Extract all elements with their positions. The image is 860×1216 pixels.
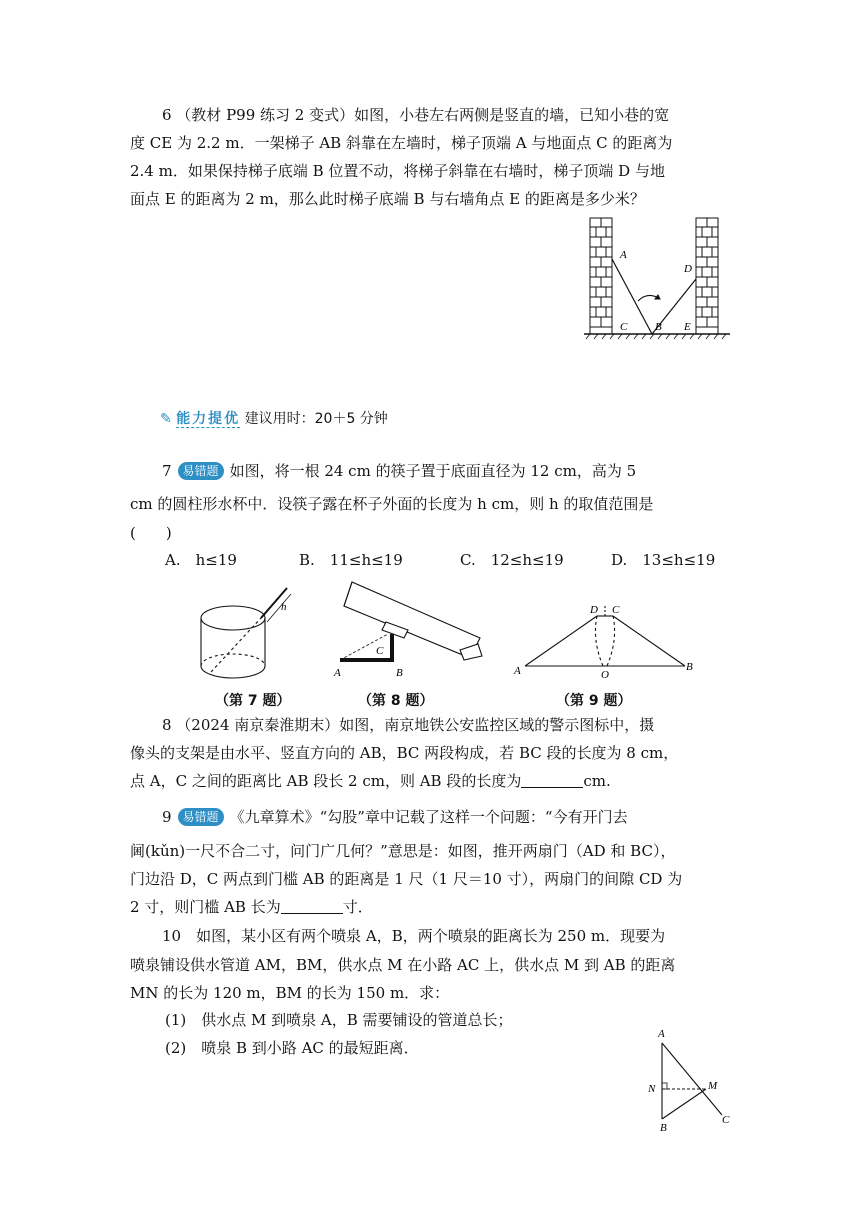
q7-line-3: ( ) — [130, 524, 172, 542]
q7-number: 7 — [162, 462, 172, 480]
q9-text-4b: 寸． — [342, 898, 373, 916]
fig9-label-c: C — [612, 604, 620, 616]
q6-label-b: B — [655, 321, 662, 333]
q10-line-2: 喷泉铺设供水管道 AM，BM，供水点 M 在小路 AC 上，供水点 M 到 AB 的距离 — [130, 956, 676, 974]
q9-text-4a: 2 寸，则门槛 AB 长为 — [130, 898, 281, 916]
q7-option-a: A. h≤19 — [165, 551, 237, 569]
fig9-double-door — [510, 600, 700, 682]
q7-option-c: C. 12≤h≤19 — [460, 551, 564, 569]
q7-line-2: cm 的圆柱形水杯中．设筷子露在杯子外面的长度为 h cm，则 h 的取值范围是 — [130, 495, 654, 513]
q7-line-1 — [162, 460, 636, 482]
fig7-cylinder-cup — [195, 580, 315, 690]
fig9-label-b: B — [686, 661, 693, 673]
fig8-label-a: A — [334, 667, 341, 679]
q9-number: 9 — [162, 808, 172, 826]
fig10-label-a: A — [658, 1028, 665, 1040]
fig7-label-h: h — [281, 601, 287, 613]
q8-line-3 — [130, 770, 611, 792]
fig10-label-b: B — [660, 1122, 667, 1134]
q9-line-1 — [162, 806, 628, 828]
q8-line-2: 像头的支架是由水平、竖直方向的 AB，BC 两段构成，若 BC 段的长度为 8 cm， — [130, 744, 679, 762]
q8-line-1: 8 （2024 南京秦淮期末）如图，南京地铁公安监控区域的警示图标中，摄 — [162, 716, 655, 734]
q6-line-1: 6 （教材 P99 练习 2 变式）如图，小巷左右两侧是竖直的墙，已知小巷的宽 — [162, 106, 670, 124]
q7-option-b: B. 11≤h≤19 — [299, 551, 403, 569]
q7-option-d: D. 13≤h≤19 — [611, 551, 716, 569]
q7-badge-error-prone: 易错题 — [178, 462, 224, 480]
fig8-label-c: C — [376, 645, 384, 657]
q9-answer-blank[interactable] — [281, 899, 343, 914]
q9-line-2: 阃(kǔn)一尺不合二寸，问门广几何？”意思是：如图，推开两扇门（AD 和 BC）， — [130, 842, 676, 860]
section-time: 建议用时：20＋5 分钟 — [244, 411, 388, 427]
q8-text-3b: cm. — [583, 772, 611, 790]
q9-text-1: 《九章算术》“勾股”章中记载了这样一个问题：“今有开门去 — [229, 808, 628, 826]
fig9-label-o: O — [601, 669, 609, 681]
q6-label-e: E — [684, 321, 691, 333]
q10-line-1: 10 如图，某小区有两个喷泉 A，B，两个喷泉的距离长为 250 m．现要为 — [162, 927, 666, 945]
fig10-label-m: M — [708, 1080, 718, 1092]
fig10-label-n: N — [648, 1083, 656, 1095]
caption-fig7: （第 7 题） — [215, 693, 291, 709]
fig9-label-d: D — [590, 604, 598, 616]
fig8-camera-bracket — [330, 578, 490, 688]
section-header — [160, 408, 388, 428]
q8-text-3a: 点 A，C 之间的距离比 AB 段长 2 cm，则 AB 段的长度为 — [130, 772, 522, 790]
q10-sub-2: (2) 喷泉 B 到小路 AC 的最短距离． — [165, 1039, 419, 1057]
q6-figure-ladder-alley — [580, 215, 740, 345]
q10-line-3: MN 的长为 120 m，BM 的长为 150 m．求： — [130, 984, 450, 1002]
caption-fig9: （第 9 题） — [556, 693, 632, 709]
fig9-label-a: A — [514, 665, 521, 677]
q6-line-4: 面点 E 的距离为 2 m，那么此时梯子底端 B 与右墙角点 E 的距离是多少米？ — [130, 190, 645, 208]
q6-line-3: 2.4 m．如果保持梯子底端 B 位置不动，将梯子斜靠在右墙时，梯子顶端 D 与地 — [130, 162, 665, 180]
q8-answer-blank[interactable] — [521, 773, 583, 788]
fig10-fountain-pipes — [640, 1025, 740, 1135]
q6-label-d: D — [684, 263, 692, 275]
fig10-label-c: C — [722, 1114, 730, 1126]
pencil-icon: ✎ — [160, 411, 172, 427]
q9-line-4 — [130, 896, 373, 918]
q6-label-a: A — [620, 249, 627, 261]
q9-line-3: 门边沿 D，C 两点到门槛 AB 的距离是 1 尺（1 尺＝10 寸），两扇门的间隙 CD 为 — [130, 870, 683, 888]
q10-sub-1: (1) 供水点 M 到喷泉 A，B 需要铺设的管道总长； — [165, 1011, 513, 1029]
section-title: 能力提优 — [176, 411, 241, 427]
caption-fig8: （第 8 题） — [358, 693, 434, 709]
q6-label-c: C — [620, 321, 628, 333]
fig8-label-b: B — [396, 667, 403, 679]
q7-text-1: 如图，将一根 24 cm 的筷子置于底面直径为 12 cm，高为 5 — [229, 462, 637, 480]
q6-line-2: 度 CE 为 2.2 m．一架梯子 AB 斜靠在左墙时，梯子顶端 A 与地面点 C 的距离为 — [130, 134, 673, 152]
q9-badge-error-prone: 易错题 — [178, 808, 224, 826]
